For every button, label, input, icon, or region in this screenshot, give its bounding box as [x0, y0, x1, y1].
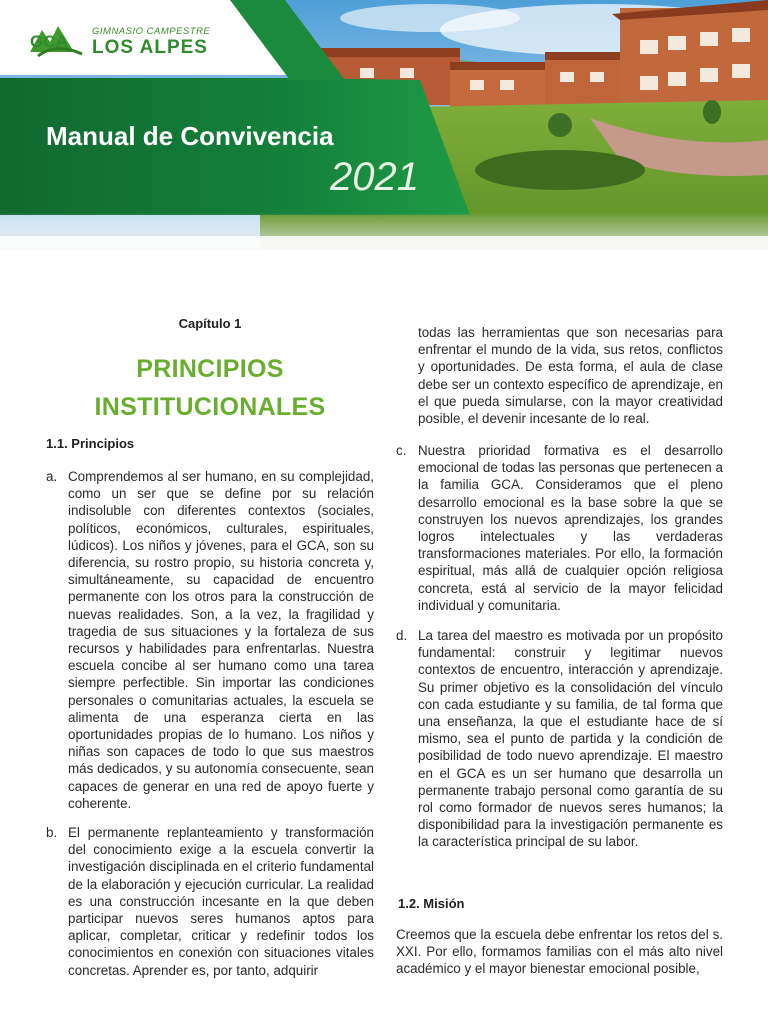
item-b-continuation: todas las herramientas que son necesarias para enfrentar el mundo de la vida, sus retos, conflictos y oportunidades. De esta forma, el aula de clase debe ser un contexto específico de aprendizaje, en el que pueda simularse, con la mayor creatividad posible, el devenir incesante de lo real.: [418, 325, 723, 427]
logo-mountain-icon: [28, 16, 86, 58]
mision-paragraph: Creemos que la escuela debe enfrentar los retos del s. XXI. Por ello, formamos familias con el más alto nivel académico y el mayor bienestar emocional posible,: [396, 927, 723, 977]
school-logo: [28, 16, 211, 62]
list-marker: d.: [396, 628, 408, 643]
chapter-label: Capítulo 1: [178, 316, 242, 331]
logo-subtitle: GIMNASIO CAMPESTRE: [92, 26, 211, 37]
document-title: Manual de Convivencia: [46, 121, 334, 151]
list-item-text: La tarea del maestro es motivada por un propósito fundamental: construir y legitimar nuevos contextos de encuentro, interacción y aprendizaje. Su primer objetivo es la consolidación del vínculo con cada estudiante y su familia, de tal forma que una enseñanza, la que el estudiante hace de sí mismo, sea el punto de partida y la condición de posibilidad de todo nuevo aprendizaje. El maestro en el GCA es un ser humano que desarrolla un permanente trabajo personal como garantía de su rol como formador de nuevos seres humanos; la disponibilidad para la investigación permanente es la característica principal de su labor.: [418, 628, 723, 850]
list-marker: b.: [46, 825, 58, 840]
section-heading-mision: 1.2. Misión: [398, 896, 465, 911]
list-marker: a.: [46, 469, 58, 484]
section-heading-principios: 1.1. Principios: [46, 436, 135, 451]
list-item-text: Comprendemos al ser humano, en su complejidad, como un ser que se define por su relación indisoluble con diferentes contextos (sociales, políticos, económicos, culturales, espirituales, lúdicos). Los niños y jóvenes, para el GCA, son su diferencia, su rostro propio, su historia concreta y, simultáneamente, su capacidad de encuentro permanente con los otros para la construcción de nuevas realidades. Son, a la vez, la fragilidad y tragedia de sus situaciones y la fortaleza de sus recursos y habilidades para enfrentarlas. Nuestra escuela concibe al ser humano como una tarea siempre perfectible. Sin importar las condiciones personales o comunitarias actuales, la escuela se alimenta de una esperanza cierta en las oportunidades propias de lo humano. Los niños y niñas son capaces de todo lo que sus maestros más dedicados, y su autonomía consecuente, sean capaces de generar en una red de apoyo fuerte y coherente.: [68, 469, 374, 811]
heading-line-1: PRINCIPIOS: [136, 355, 284, 383]
list-marker: c.: [396, 443, 407, 458]
list-item-text: El permanente replanteamiento y transformación del conocimiento exige a la escuela convertir la investigación disciplinada en el criterio fundamental de la elaboración y ejecución curricular. La realidad es una construcción incesante en la que deben participar nuevos seres humanos aptos para aplicar, completar, criticar y redefinir todos los conocimientos en conexión con situaciones vitales concretas. Aprender es, por tanto, adquirir: [68, 825, 374, 978]
heading-line-2: INSTITUCIONALES: [94, 393, 326, 421]
chapter-heading: [46, 350, 374, 426]
header-banner: [0, 0, 768, 250]
logo-name: LOS ALPES: [92, 37, 208, 58]
document-year: 2021: [330, 155, 419, 199]
list-item-text: Nuestra prioridad formativa es el desarrollo emocional de todas las personas que pertenecen a la familia GCA. Consideramos que el pleno desarrollo emocional es la base sobre la que se construyen los nuevos aprendizajes, los grandes logros intelectuales y las verdaderas transformaciones materiales. Por ello, la formación espiritual, más allá de cualquier opción religiosa concreta, está al servicio de la mayor felicidad individual y comunitaria.: [418, 443, 723, 613]
svg-text:GCA: GCA: [30, 32, 68, 51]
